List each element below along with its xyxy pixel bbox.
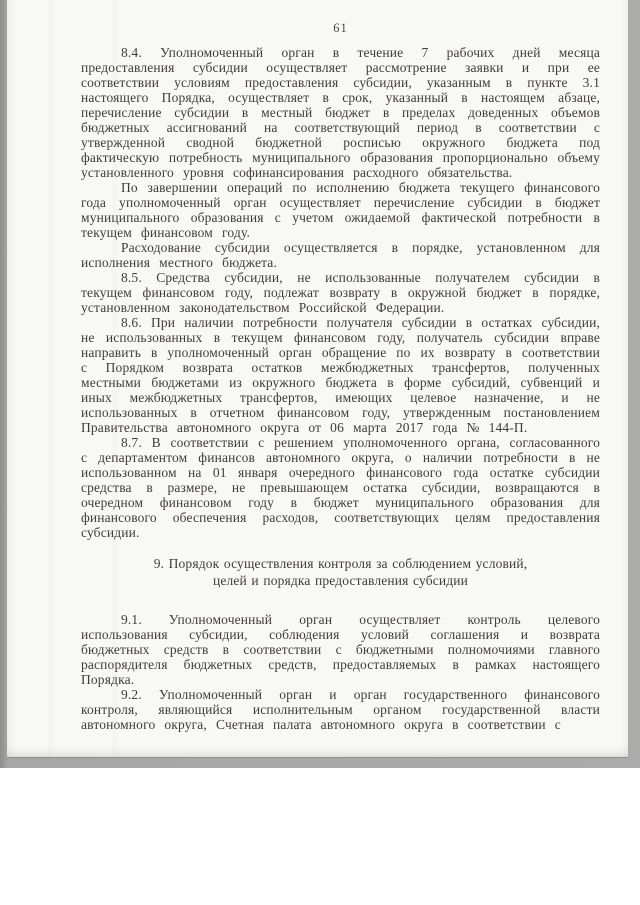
paragraph-9-2: 9.2. Уполномоченный орган и орган государственного финансового контроля, являющийся исполнительным органом государственной власти автономного округа, Счетная палата автономного округа в соответствии с xyxy=(81,687,600,732)
page-content xyxy=(81,0,600,732)
page-number: 61 xyxy=(333,21,348,35)
document-text xyxy=(81,45,600,732)
paragraph-9-1: 9.1. Уполномоченный орган осуществляет контроль целевого использования субсидии, соблюдения условий соглашения и возврата бюджетных средств в соответствии с бюджетными полномочиями главного распорядителя бюджетных средств, предоставляемых в рамках настоящего Порядка. xyxy=(81,612,600,687)
paragraph-8-4-subpara-spending: Расходование субсидии осуществляется в порядке, установленном для исполнения местного бюджета. xyxy=(81,240,600,270)
paragraph-8-6: 8.6. При наличии потребности получателя субсидии в остатках субсидии, не использованных в текущем финансовом году, получатель субсидии вправе направить в уполномоченный орган обращение по их возврату в соответствии с Порядком возврата остатков межбюджетных трансфертов, полученных местными бюджетами из окружного бюджета в форме субсидий, субвенций и иных межбюджетных трансфертов, имеющих целевое назначение, и не использованных в отчетном финансовом году, утвержденным постановлением Правительства автономного округа от 06 марта 2017 года № 144-П. xyxy=(81,315,600,435)
section-9-heading xyxy=(81,555,600,589)
section-9-heading-line-1: 9. Порядок осуществления контроля за соблюдением условий, xyxy=(153,556,528,571)
paragraph-8-4: 8.4. Уполномоченный орган в течение 7 рабочих дней месяца предоставления субсидии осуществляет рассмотрение заявки и при ее соответствии условиям предоставления субсидии, указанным в пункте 3.1 настоящего Порядка, осуществляет в срок, указанный в настоящем абзаце, перечисление субсидии в местный бюджет в пределах доведенных объемов бюджетных ассигнований на соответствующий период в соответствии с утвержденной сводной бюджетной росписью окружного бюджета под фактическую потребность муниципального образования пропорционально объему установленного уровня софинансирования расходного обязательства. xyxy=(81,45,600,180)
document-page xyxy=(7,0,628,757)
paragraph-8-5: 8.5. Средства субсидии, не использованные получателем субсидии в текущем финансовом году, подлежат возврату в окружной бюджет в порядке, установленном законодательством Российской Федерации. xyxy=(81,270,600,315)
section-9-heading-line-2: целей и порядка предоставления субсидии xyxy=(212,573,469,588)
paragraph-8-4-subpara-completion: По завершении операций по исполнению бюджета текущего финансового года уполномоченный орган осуществляет перечисление субсидии в бюджет муниципального образования с учетом ожидаемой фактической потребности в текущем финансовом году. xyxy=(81,180,600,240)
paragraph-8-7: 8.7. В соответствии с решением уполномоченного органа, согласованного с департаментом финансов автономного округа, о наличии потребности в не использованном на 01 января очередного финансового года остатке субсидии средства в размере, не превышающем остатка субсидии, возвращаются в очередном финансовом году в бюджет муниципального образования для финансового обеспечения расходов, соответствующих целям предоставления субсидии. xyxy=(81,435,600,540)
